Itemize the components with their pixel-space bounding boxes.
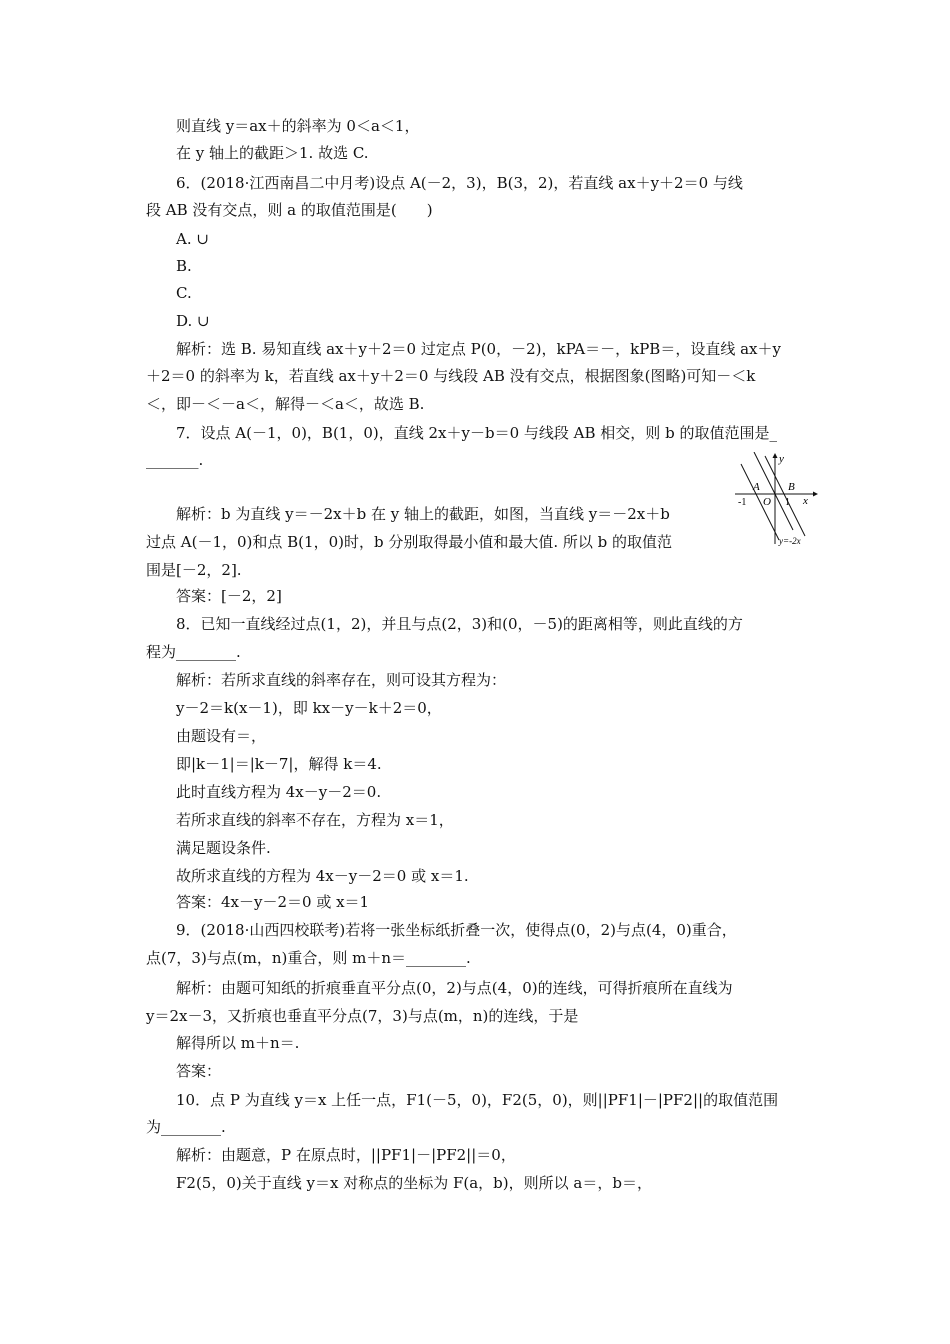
text-line: 解析：由题可知纸的折痕垂直平分点(0，2)与点(4，0)的连线，可得折痕所在直线为 (176, 979, 733, 997)
text-line: 满足题设条件. (176, 839, 271, 857)
text-line: ＜，即－＜－a＜，解得－＜a＜，故选 B. (146, 395, 425, 413)
text-line: _______. (146, 451, 204, 469)
text-line: 解得所以 m＋n＝. (176, 1034, 300, 1052)
text-line: 9．(2018·山西四校联考)若将一张坐标纸折叠一次，使得点(0，2)与点(4，0)重合， (176, 921, 737, 939)
text-line: 过点 A(－1，0)和点 B(1，0)时，b 分别取得最小值和最大值. 所以 b 的取值范 (146, 533, 673, 551)
text-line: 6．(2018·江西南昌二中月考)设点 A(－2，3)，B(3，2)，若直线 ax＋y＋2＝0 与线 (176, 174, 743, 192)
text-line: 点(7，3)与点(m，n)重合，则 m＋n＝________. (146, 949, 471, 967)
text-line: 解析：若所求直线的斜率存在，则可设其方程为： (176, 671, 507, 689)
label-line-eq: y=-2x (779, 536, 801, 546)
line-through-a (741, 464, 779, 540)
label-y: y (779, 453, 784, 465)
text-line: 解析：由题意，P 在原点时，||PF1|－|PF2||＝0， (176, 1146, 516, 1164)
text-line: 段 AB 没有交点，则 a 的取值范围是( ) (146, 201, 433, 219)
text-line: A. ∪ (176, 230, 209, 248)
label-neg1: -1 (738, 497, 747, 508)
label-b: B (788, 481, 795, 493)
label-a: A (753, 481, 760, 493)
text-line: 答案：[－2，2] (176, 587, 282, 605)
text-line: F2(5，0)关于直线 y＝x 对称点的坐标为 F(a，b)，则所以 a＝，b＝， (176, 1174, 652, 1192)
text-line: 若所求直线的斜率不存在，方程为 x＝1， (176, 811, 454, 829)
text-line: y＝2x－3，又折痕也垂直平分点(7，3)与点(m，n)的连线，于是 (146, 1007, 579, 1025)
y-axis-arrow (773, 453, 778, 458)
text-line: y－2＝k(x－1)，即 kx－y－k＋2＝0， (176, 699, 442, 717)
text-line: 解析：b 为直线 y＝－2x＋b 在 y 轴上的截距，如图，当直线 y＝－2x＋b (176, 505, 670, 523)
text-line: 答案： (176, 1062, 222, 1080)
text-line: 则直线 y＝ax＋的斜率为 0＜a＜1， (176, 117, 420, 135)
label-o: O (763, 496, 771, 508)
line-intercept-figure (733, 452, 818, 547)
text-line: D. ∪ (176, 312, 210, 330)
text-line: C. (176, 284, 192, 302)
text-line: B. (176, 257, 192, 275)
text-line: 在 y 轴上的截距＞1. 故选 C. (176, 144, 369, 162)
text-line: 由题设有＝， (176, 727, 267, 745)
text-line: 7．设点 A(－1，0)，B(1，0)，直线 2x＋y－b＝0 与线段 AB 相交，则 b 的取值范围是_ (176, 424, 777, 442)
label-x: x (803, 495, 808, 507)
text-line: 即|k－1|＝|k－7|，解得 k＝4. (176, 755, 382, 773)
text-line: 10．点 P 为直线 y＝x 上任一点，F1(－5，0)，F2(5，0)，则||PF1|－|PF2||的取值范围 (176, 1091, 779, 1109)
text-line: 此时直线方程为 4x－y－2＝0. (176, 783, 382, 801)
label-1: 1 (785, 497, 790, 508)
text-line: 为________. (146, 1118, 226, 1136)
text-line: 故所求直线的方程为 4x－y－2＝0 或 x＝1. (176, 867, 469, 885)
text-line: ＋2＝0 的斜率为 k，若直线 ax＋y＋2＝0 与线段 AB 没有交点，根据图象(图略)可知－＜k (146, 367, 756, 385)
text-line: 程为________. (146, 643, 241, 661)
text-line: 解析：选 B. 易知直线 ax＋y＋2＝0 过定点 P(0，－2)，kPA＝－，kPB＝，设直线 ax＋y (176, 340, 781, 358)
x-axis-arrow (813, 492, 818, 497)
text-line: 答案：4x－y－2＝0 或 x＝1 (176, 893, 370, 911)
text-line: 8．已知一直线经过点(1，2)，并且与点(2，3)和(0，－5)的距离相等，则此直线的方 (176, 615, 743, 633)
text-line: 围是[－2，2]. (146, 561, 242, 579)
